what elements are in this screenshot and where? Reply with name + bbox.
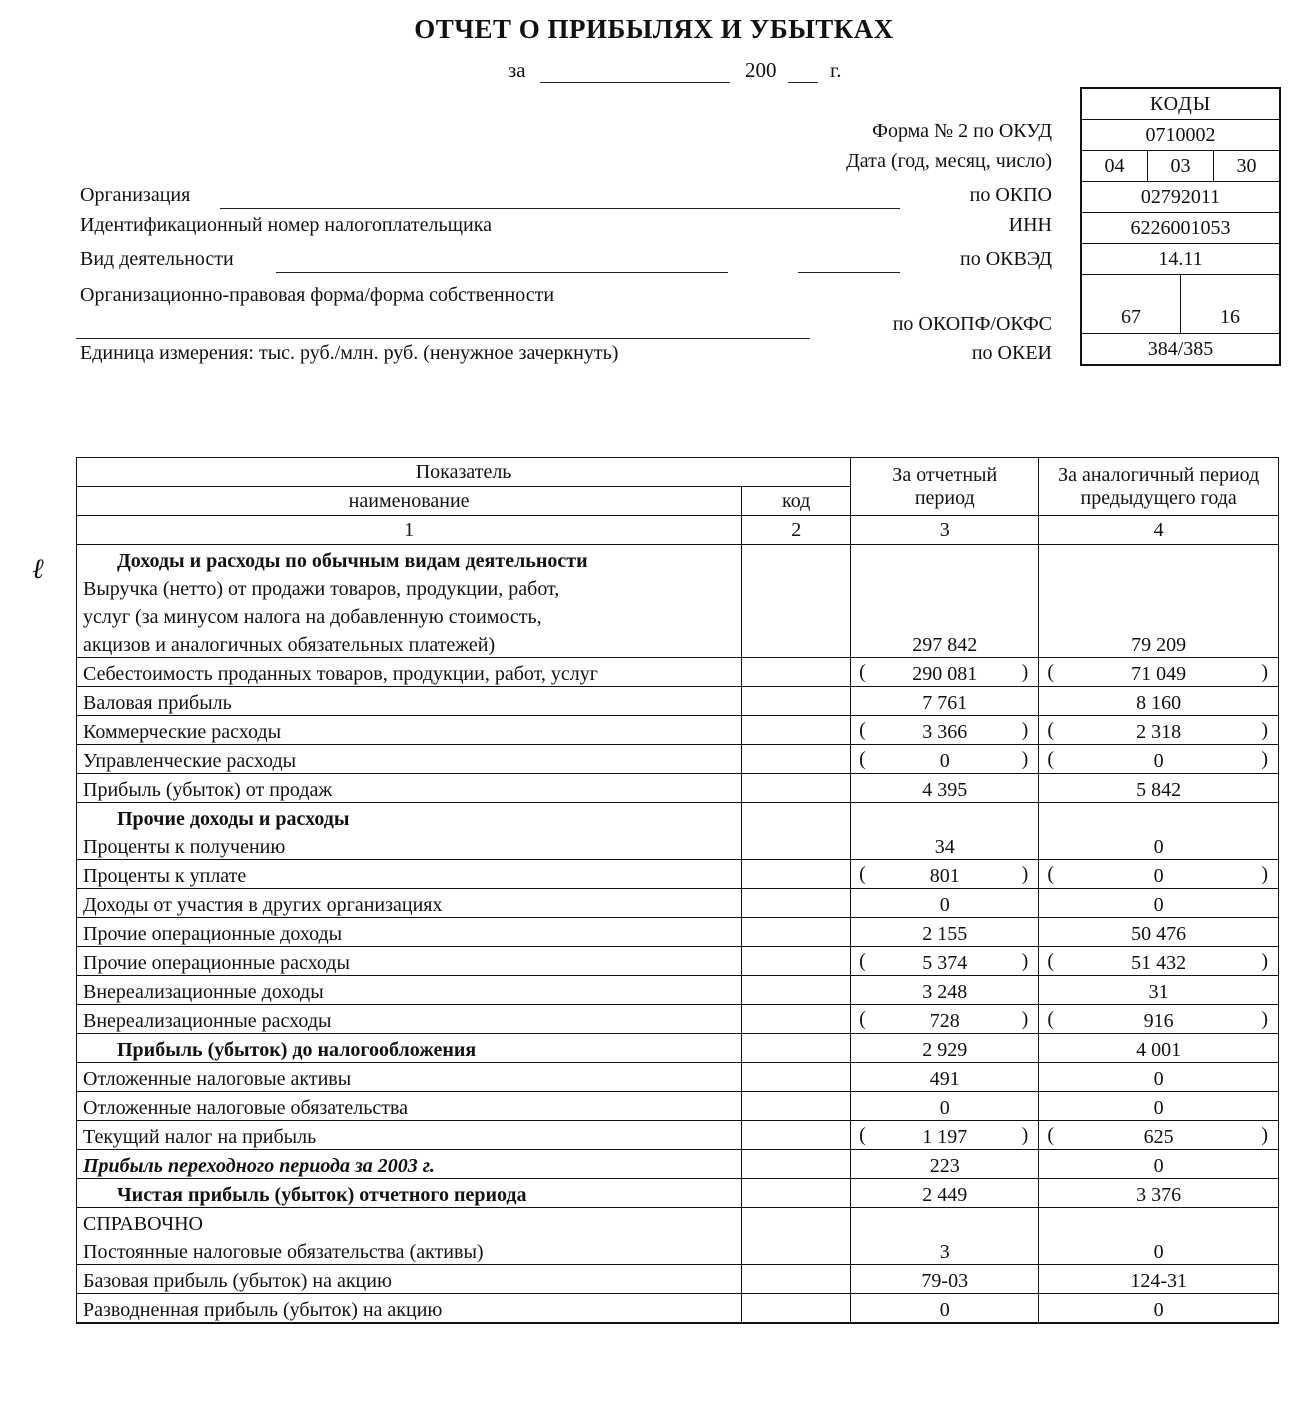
value-text: 5 374 — [922, 952, 968, 974]
legal-form-blank-line — [76, 338, 810, 339]
row-name: Коммерческие расходы — [77, 716, 742, 745]
row-name: Базовая прибыль (убыток) на акцию — [77, 1265, 742, 1294]
year-suffix: г. — [830, 58, 842, 82]
page-title: ОТЧЕТ О ПРИБЫЛЯХ И УБЫТКАХ — [414, 14, 894, 44]
paren-close: ) — [1261, 719, 1268, 741]
row-name: Прибыль (убыток) до налогообложения — [77, 1034, 742, 1063]
paren-open: ( — [859, 950, 866, 972]
table-row — [77, 658, 1279, 687]
row-code — [742, 716, 851, 745]
row-previous-value — [1039, 601, 1279, 629]
row-code — [742, 1265, 851, 1294]
row-current-value — [851, 545, 1039, 574]
header-current-line2: период — [914, 486, 975, 509]
value-text: 4 395 — [922, 779, 968, 801]
row-name: Текущий налог на прибыль — [77, 1121, 742, 1150]
row-code — [742, 1034, 851, 1063]
row-code — [742, 629, 851, 658]
value-text: 51 432 — [1131, 952, 1187, 974]
header-code: код — [742, 487, 851, 516]
row-previous-value — [1039, 976, 1279, 1005]
row-name: Отложенные налоговые обязательства — [77, 1092, 742, 1121]
row-code — [742, 918, 851, 947]
row-name: Проценты к уплате — [77, 860, 742, 889]
year-prefix: 200 — [745, 58, 777, 82]
value-text: 297 842 — [912, 634, 978, 656]
row-current-value — [851, 1150, 1039, 1179]
row-previous-value — [1039, 658, 1279, 687]
table-row — [77, 545, 1279, 574]
okved-label: по ОКВЭД — [960, 248, 1052, 270]
row-code — [742, 658, 851, 687]
row-code — [742, 860, 851, 889]
paren-close: ) — [1021, 719, 1029, 741]
row-name: Доходы и расходы по обычным видам деятельности — [77, 545, 742, 574]
value-text: 31 — [1148, 981, 1169, 1003]
row-current-value — [851, 976, 1039, 1005]
row-previous-value — [1039, 687, 1279, 716]
row-code — [742, 1150, 851, 1179]
table-row — [77, 1063, 1279, 1092]
table-row — [77, 1236, 1279, 1265]
table-row — [77, 889, 1279, 918]
form-label: Форма № 2 по ОКУД — [872, 120, 1052, 142]
row-name: Проценты к получению — [77, 831, 742, 860]
header-prev-line2: предыдущего года — [1080, 486, 1237, 509]
row-previous-value — [1039, 1121, 1279, 1150]
row-previous-value — [1039, 860, 1279, 889]
row-code — [742, 601, 851, 629]
row-previous-value — [1039, 745, 1279, 774]
value-text: 0 — [1153, 1068, 1164, 1090]
legal-form-label: Организационно-правовая форма/форма собственности — [80, 284, 555, 306]
value-text: 3 248 — [922, 981, 968, 1003]
row-previous-value — [1039, 1092, 1279, 1121]
value-text: 2 318 — [1136, 721, 1182, 743]
row-current-value — [851, 601, 1039, 629]
row-previous-value — [1039, 1150, 1279, 1179]
value-text: 491 — [929, 1068, 960, 1090]
paren-close: ) — [1261, 661, 1268, 683]
paren-open: ( — [859, 1124, 866, 1146]
row-previous-value — [1039, 831, 1279, 860]
paren-close: ) — [1261, 950, 1268, 972]
row-code — [742, 687, 851, 716]
header-name: наименование — [77, 487, 742, 516]
codes-box — [1080, 87, 1281, 366]
row-code — [742, 1063, 851, 1092]
table-row — [77, 745, 1279, 774]
row-previous-value — [1039, 716, 1279, 745]
period-for-label: за — [508, 58, 526, 82]
okpo-label: по ОКПО — [969, 184, 1052, 206]
value-text: 1 197 — [922, 1126, 968, 1148]
row-name: Постоянные налоговые обязательства (активы) — [77, 1236, 742, 1265]
row-previous-value — [1039, 889, 1279, 918]
row-code — [742, 976, 851, 1005]
paren-open: ( — [1047, 748, 1055, 770]
row-previous-value — [1039, 1208, 1279, 1237]
row-name: Валовая прибыль — [77, 687, 742, 716]
value-text: 2 155 — [922, 923, 968, 945]
row-name: Прибыль переходного периода за 2003 г. — [77, 1150, 742, 1179]
row-name: Прибыль (убыток) от продаж — [77, 774, 742, 803]
activity-label: Вид деятельности — [80, 248, 234, 270]
value-text: 223 — [929, 1155, 960, 1177]
row-name: Отложенные налоговые активы — [77, 1063, 742, 1092]
paren-close: ) — [1021, 863, 1029, 885]
table-row — [77, 629, 1279, 658]
row-previous-value — [1039, 1179, 1279, 1208]
table-row — [77, 918, 1279, 947]
row-current-value — [851, 774, 1039, 803]
row-previous-value — [1039, 1294, 1279, 1324]
col-num-1: 1 — [77, 516, 742, 545]
table-row — [77, 1150, 1279, 1179]
row-previous-value — [1039, 1265, 1279, 1294]
row-current-value — [851, 658, 1039, 687]
value-text: 71 049 — [1131, 663, 1187, 685]
paren-close: ) — [1261, 1124, 1268, 1146]
row-code — [742, 1005, 851, 1034]
row-current-value — [851, 1121, 1039, 1150]
col-num-2: 2 — [742, 516, 851, 545]
row-current-value — [851, 1063, 1039, 1092]
header-indicator: Показатель — [77, 458, 851, 487]
value-text: 0 — [1153, 750, 1164, 772]
row-previous-value — [1039, 545, 1279, 574]
row-previous-value — [1039, 918, 1279, 947]
row-previous-value — [1039, 573, 1279, 601]
paren-open: ( — [859, 863, 866, 885]
row-current-value — [851, 1265, 1039, 1294]
header-prev-line1: За аналогичный период — [1058, 463, 1260, 486]
value-text: 0 — [939, 750, 950, 772]
row-name: услуг (за минусом налога на добавленную стоимость, — [77, 601, 742, 629]
value-text: 3 366 — [922, 721, 968, 743]
paren-open: ( — [1047, 1008, 1055, 1030]
row-code — [742, 1294, 851, 1324]
paren-close: ) — [1021, 950, 1029, 972]
row-code — [742, 803, 851, 832]
value-text: 625 — [1143, 1126, 1174, 1148]
row-current-value — [851, 1236, 1039, 1265]
paren-close: ) — [1261, 863, 1268, 885]
table-row — [77, 976, 1279, 1005]
row-name: Прочие операционные расходы — [77, 947, 742, 976]
row-current-value — [851, 889, 1039, 918]
row-code — [742, 889, 851, 918]
row-current-value — [851, 629, 1039, 658]
paren-open: ( — [859, 748, 866, 770]
value-text: 2 449 — [922, 1184, 968, 1206]
value-text: 0 — [1153, 865, 1164, 887]
value-text: 8 160 — [1136, 692, 1182, 714]
period-blank-line — [540, 82, 730, 83]
row-current-value — [851, 1005, 1039, 1034]
okfs-code: 16 — [1180, 275, 1279, 333]
col-num-3: 3 — [851, 516, 1039, 545]
org-label: Организация — [80, 184, 191, 206]
paren-close: ) — [1021, 661, 1029, 683]
table-row — [77, 687, 1279, 716]
row-name: Разводненная прибыль (убыток) на акцию — [77, 1294, 742, 1324]
paren-close: ) — [1021, 1124, 1029, 1146]
row-current-value — [851, 1092, 1039, 1121]
row-code — [742, 745, 851, 774]
row-current-value — [851, 1294, 1039, 1324]
table-row — [77, 774, 1279, 803]
row-name: Внереализационные расходы — [77, 1005, 742, 1034]
value-text: 3 — [939, 1241, 950, 1263]
header-current-period — [851, 458, 1039, 516]
okved-code: 14.11 — [1158, 248, 1203, 270]
paren-close: ) — [1261, 748, 1268, 770]
row-name: Себестоимость проданных товаров, продукции, работ, услуг — [77, 658, 742, 687]
row-current-value — [851, 573, 1039, 601]
row-current-value — [851, 687, 1039, 716]
row-code — [742, 1121, 851, 1150]
row-code — [742, 1092, 851, 1121]
row-current-value — [851, 831, 1039, 860]
row-current-value — [851, 860, 1039, 889]
row-current-value — [851, 1208, 1039, 1237]
value-text: 0 — [939, 894, 950, 916]
value-text: 50 476 — [1131, 923, 1187, 945]
value-text: 79 209 — [1131, 634, 1187, 656]
date-label: Дата (год, месяц, число) — [846, 150, 1052, 172]
table-row — [77, 573, 1279, 601]
col-num-4: 4 — [1039, 516, 1279, 545]
value-text: 3 376 — [1136, 1184, 1182, 1206]
row-current-value — [851, 745, 1039, 774]
value-text: 0 — [1153, 836, 1164, 858]
value-text: 916 — [1143, 1010, 1174, 1032]
table-row — [77, 1005, 1279, 1034]
okpo-code: 02792011 — [1140, 186, 1221, 208]
value-text: 728 — [929, 1010, 960, 1032]
table-row — [77, 1179, 1279, 1208]
paren-close: ) — [1021, 1008, 1029, 1030]
row-previous-value — [1039, 1063, 1279, 1092]
inn-code: 6226001053 — [1130, 217, 1231, 239]
table-row — [77, 601, 1279, 629]
value-text: 0 — [939, 1299, 950, 1321]
codes-header: КОДЫ — [1149, 93, 1212, 115]
table-row — [77, 1092, 1279, 1121]
value-text: 7 761 — [922, 692, 968, 714]
row-previous-value — [1039, 1236, 1279, 1265]
row-name: Прочие доходы и расходы — [77, 803, 742, 832]
row-name: СПРАВОЧНО — [77, 1208, 742, 1237]
value-text: 79-03 — [921, 1270, 969, 1292]
paren-close: ) — [1261, 1008, 1268, 1030]
value-text: 0 — [1153, 1155, 1164, 1177]
inn-text-label: Идентификационный номер налогоплательщика — [80, 214, 493, 236]
okei-label: по ОКЕИ — [971, 342, 1052, 364]
table-row — [77, 1208, 1279, 1237]
okopf-code: 67 — [1121, 306, 1141, 328]
table-row — [77, 947, 1279, 976]
paren-open: ( — [859, 1008, 866, 1030]
row-name: Управленческие расходы — [77, 745, 742, 774]
table-row — [77, 831, 1279, 860]
table-row — [77, 860, 1279, 889]
row-code — [742, 1208, 851, 1237]
table-row — [77, 1294, 1279, 1324]
okud-code: 0710002 — [1145, 124, 1216, 146]
row-name: Чистая прибыль (убыток) отчетного периода — [77, 1179, 742, 1208]
row-current-value — [851, 1179, 1039, 1208]
row-code — [742, 573, 851, 601]
activity-blank-line-2 — [798, 272, 900, 273]
row-previous-value — [1039, 774, 1279, 803]
table-row — [77, 1121, 1279, 1150]
profit-loss-table — [76, 457, 1279, 1324]
paren-open: ( — [1047, 661, 1055, 683]
org-blank-line — [220, 208, 900, 209]
row-current-value — [851, 1034, 1039, 1063]
table-body — [77, 545, 1279, 1324]
row-name: Доходы от участия в других организациях — [77, 889, 742, 918]
value-text: 0 — [1153, 1299, 1164, 1321]
date-day: 30 — [1213, 151, 1279, 181]
value-text: 5 842 — [1136, 779, 1182, 801]
margin-mark: ℓ — [32, 554, 44, 585]
row-previous-value — [1039, 1034, 1279, 1063]
table-row — [77, 1034, 1279, 1063]
row-name: Внереализационные доходы — [77, 976, 742, 1005]
value-text: 124-31 — [1130, 1270, 1187, 1292]
value-text: 34 — [934, 836, 955, 858]
paren-open: ( — [1047, 863, 1055, 885]
paren-open: ( — [1047, 719, 1055, 741]
paren-open: ( — [1047, 950, 1055, 972]
value-text: 801 — [929, 865, 960, 887]
table-row — [77, 716, 1279, 745]
row-code — [742, 774, 851, 803]
value-text: 0 — [1153, 1097, 1164, 1119]
paren-open: ( — [859, 661, 866, 683]
value-text: 290 081 — [912, 663, 978, 685]
table-row — [77, 1265, 1279, 1294]
activity-blank-line — [276, 272, 728, 273]
row-name: Выручка (нетто) от продажи товаров, продукции, работ, — [77, 573, 742, 601]
row-current-value — [851, 716, 1039, 745]
value-text: 2 929 — [922, 1039, 968, 1061]
table-row — [77, 803, 1279, 832]
header-current-line1: За отчетный — [892, 463, 998, 486]
row-previous-value — [1039, 629, 1279, 658]
row-name: Прочие операционные доходы — [77, 918, 742, 947]
row-previous-value — [1039, 1005, 1279, 1034]
row-code — [742, 1179, 851, 1208]
row-previous-value — [1039, 803, 1279, 832]
row-code — [742, 831, 851, 860]
row-current-value — [851, 947, 1039, 976]
value-text: 0 — [939, 1097, 950, 1119]
row-current-value — [851, 803, 1039, 832]
paren-open: ( — [1047, 1124, 1055, 1146]
row-name: акцизов и аналогичных обязательных платежей) — [77, 629, 742, 658]
okei-code: 384/385 — [1147, 338, 1214, 360]
row-code — [742, 545, 851, 574]
unit-label: Единица измерения: тыс. руб./млн. руб. (ненужное зачеркнуть) — [80, 342, 619, 364]
okopf-label: по ОКОПФ/ОКФС — [892, 313, 1052, 335]
date-month: 03 — [1147, 151, 1213, 181]
row-code — [742, 1236, 851, 1265]
row-previous-value — [1039, 947, 1279, 976]
row-code — [742, 947, 851, 976]
paren-open: ( — [859, 719, 866, 741]
header-previous-period — [1039, 458, 1279, 516]
value-text: 0 — [1153, 894, 1164, 916]
inn-label: ИНН — [1008, 214, 1052, 236]
value-text: 0 — [1153, 1241, 1164, 1263]
row-current-value — [851, 918, 1039, 947]
year-blank-line — [788, 82, 818, 83]
paren-close: ) — [1021, 748, 1029, 770]
value-text: 4 001 — [1136, 1039, 1182, 1061]
date-year: 04 — [1104, 155, 1125, 177]
